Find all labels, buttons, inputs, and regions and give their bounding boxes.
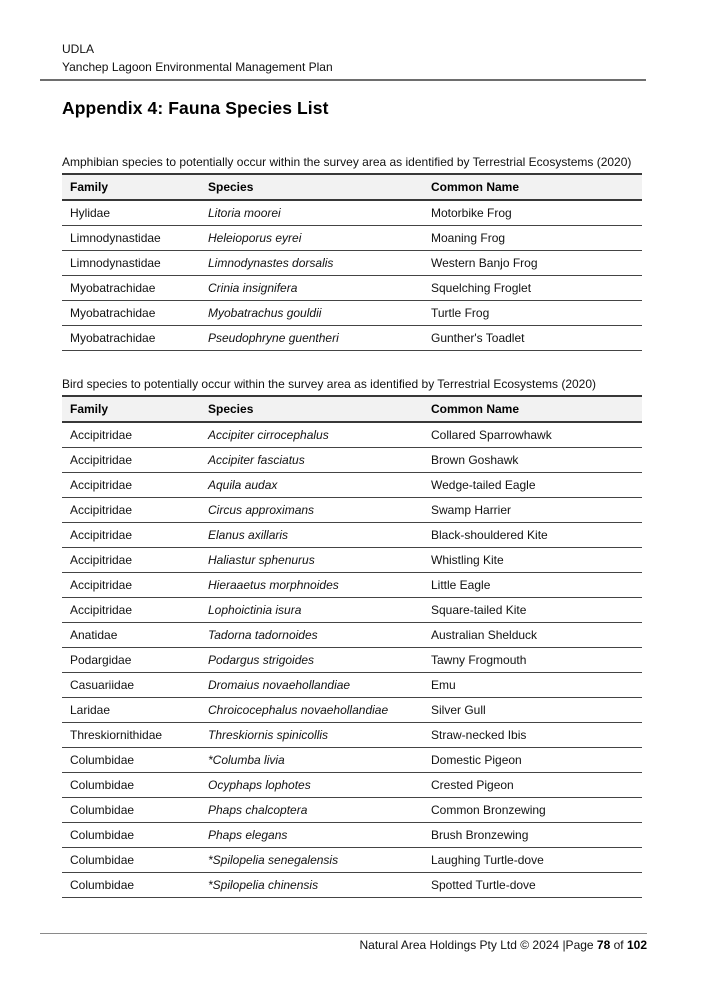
table-row <box>62 548 642 573</box>
species-cell: *Columba livia <box>200 748 423 773</box>
common-name-cell: Silver Gull <box>423 698 642 723</box>
family-cell: Accipitridae <box>62 523 200 548</box>
bird-species-table <box>62 395 642 898</box>
species-cell: Chroicocephalus novaehollandiae <box>200 698 423 723</box>
common-name-cell: Collared Sparrowhawk <box>423 422 642 448</box>
table-row <box>62 226 642 251</box>
common-name-cell: Whistling Kite <box>423 548 642 573</box>
common-name-cell: Turtle Frog <box>423 301 642 326</box>
table-row <box>62 848 642 873</box>
table-row <box>62 473 642 498</box>
table-row <box>62 200 642 226</box>
footer-company-text: Natural Area Holdings Pty Ltd © 2024 |Page <box>359 938 597 952</box>
species-cell: Litoria moorei <box>200 200 423 226</box>
column-header-species: Species <box>200 174 423 200</box>
common-name-cell: Straw-necked Ibis <box>423 723 642 748</box>
species-cell: Limnodynastes dorsalis <box>200 251 423 276</box>
page-header <box>40 40 646 81</box>
species-cell: Haliastur sphenurus <box>200 548 423 573</box>
species-cell: Podargus strigoides <box>200 648 423 673</box>
column-header-species: Species <box>200 396 423 422</box>
species-cell: Ocyphaps lophotes <box>200 773 423 798</box>
footer-of-text: of <box>610 938 627 952</box>
table-row <box>62 251 642 276</box>
species-cell: Crinia insignifera <box>200 276 423 301</box>
family-cell: Accipitridae <box>62 422 200 448</box>
column-header-common-name: Common Name <box>423 396 642 422</box>
common-name-cell: Domestic Pigeon <box>423 748 642 773</box>
family-cell: Limnodynastidae <box>62 226 200 251</box>
species-cell: Aquila audax <box>200 473 423 498</box>
family-cell: Laridae <box>62 698 200 723</box>
common-name-cell: Little Eagle <box>423 573 642 598</box>
family-cell: Casuariidae <box>62 673 200 698</box>
family-cell: Columbidae <box>62 823 200 848</box>
family-cell: Columbidae <box>62 873 200 898</box>
table-row <box>62 523 642 548</box>
header-org: UDLA <box>62 42 95 56</box>
species-cell: Phaps chalcoptera <box>200 798 423 823</box>
family-cell: Columbidae <box>62 798 200 823</box>
table-header-row <box>62 396 642 422</box>
page-title: Appendix 4: Fauna Species List <box>62 98 329 118</box>
amphibian-species-table <box>62 173 642 351</box>
common-name-cell: Emu <box>423 673 642 698</box>
common-name-cell: Square-tailed Kite <box>423 598 642 623</box>
species-cell: *Spilopelia chinensis <box>200 873 423 898</box>
table-row <box>62 748 642 773</box>
family-cell: Columbidae <box>62 848 200 873</box>
species-cell: Hieraaetus morphnoides <box>200 573 423 598</box>
common-name-cell: Common Bronzewing <box>423 798 642 823</box>
family-cell: Anatidae <box>62 623 200 648</box>
column-header-family: Family <box>62 174 200 200</box>
common-name-cell: Spotted Turtle-dove <box>423 873 642 898</box>
table-row <box>62 326 642 351</box>
table-row <box>62 276 642 301</box>
common-name-cell: Australian Shelduck <box>423 623 642 648</box>
table-row <box>62 673 642 698</box>
species-cell: Phaps elegans <box>200 823 423 848</box>
common-name-cell: Gunther's Toadlet <box>423 326 642 351</box>
common-name-cell: Squelching Froglet <box>423 276 642 301</box>
family-cell: Threskiornithidae <box>62 723 200 748</box>
species-cell: Pseudophryne guentheri <box>200 326 423 351</box>
common-name-cell: Crested Pigeon <box>423 773 642 798</box>
table-row <box>62 873 642 898</box>
family-cell: Myobatrachidae <box>62 326 200 351</box>
species-cell: Elanus axillaris <box>200 523 423 548</box>
table-row <box>62 422 642 448</box>
table-row <box>62 773 642 798</box>
species-cell: Accipiter cirrocephalus <box>200 422 423 448</box>
header-doc-title: Yanchep Lagoon Environmental Management Plan <box>62 60 333 74</box>
table-row <box>62 301 642 326</box>
species-cell: Lophoictinia isura <box>200 598 423 623</box>
column-header-family: Family <box>62 396 200 422</box>
page-footer <box>40 933 647 953</box>
table-row <box>62 798 642 823</box>
species-cell: Heleioporus eyrei <box>200 226 423 251</box>
column-header-common-name: Common Name <box>423 174 642 200</box>
species-cell: Myobatrachus gouldii <box>200 301 423 326</box>
table-row <box>62 498 642 523</box>
bird-section-intro: Bird species to potentially occur within the survey area as identified by Terrestrial Ecosystems (2020) <box>62 377 597 391</box>
species-cell: Circus approximans <box>200 498 423 523</box>
common-name-cell: Motorbike Frog <box>423 200 642 226</box>
family-cell: Myobatrachidae <box>62 301 200 326</box>
species-cell: Tadorna tadornoides <box>200 623 423 648</box>
family-cell: Hylidae <box>62 200 200 226</box>
common-name-cell: Wedge-tailed Eagle <box>423 473 642 498</box>
table-row <box>62 448 642 473</box>
table-row <box>62 698 642 723</box>
common-name-cell: Black-shouldered Kite <box>423 523 642 548</box>
table-row <box>62 623 642 648</box>
family-cell: Accipitridae <box>62 573 200 598</box>
amphibian-section-intro: Amphibian species to potentially occur within the survey area as identified by Terrestrial Ecosystems (2020) <box>62 155 632 169</box>
species-cell: Threskiornis spinicollis <box>200 723 423 748</box>
footer-page-number: 78 <box>596 938 611 952</box>
family-cell: Podargidae <box>62 648 200 673</box>
family-cell: Accipitridae <box>62 548 200 573</box>
footer-total-pages: 102 <box>626 938 647 952</box>
family-cell: Columbidae <box>62 773 200 798</box>
table-row <box>62 648 642 673</box>
common-name-cell: Moaning Frog <box>423 226 642 251</box>
table-header-row <box>62 174 642 200</box>
family-cell: Accipitridae <box>62 498 200 523</box>
common-name-cell: Swamp Harrier <box>423 498 642 523</box>
family-cell: Columbidae <box>62 748 200 773</box>
species-cell: Accipiter fasciatus <box>200 448 423 473</box>
family-cell: Accipitridae <box>62 473 200 498</box>
common-name-cell: Brush Bronzewing <box>423 823 642 848</box>
family-cell: Myobatrachidae <box>62 276 200 301</box>
family-cell: Accipitridae <box>62 598 200 623</box>
common-name-cell: Brown Goshawk <box>423 448 642 473</box>
common-name-cell: Laughing Turtle-dove <box>423 848 642 873</box>
common-name-cell: Tawny Frogmouth <box>423 648 642 673</box>
table-row <box>62 823 642 848</box>
table-row <box>62 723 642 748</box>
family-cell: Limnodynastidae <box>62 251 200 276</box>
table-row <box>62 598 642 623</box>
family-cell: Accipitridae <box>62 448 200 473</box>
species-cell: *Spilopelia senegalensis <box>200 848 423 873</box>
common-name-cell: Western Banjo Frog <box>423 251 642 276</box>
table-row <box>62 573 642 598</box>
species-cell: Dromaius novaehollandiae <box>200 673 423 698</box>
